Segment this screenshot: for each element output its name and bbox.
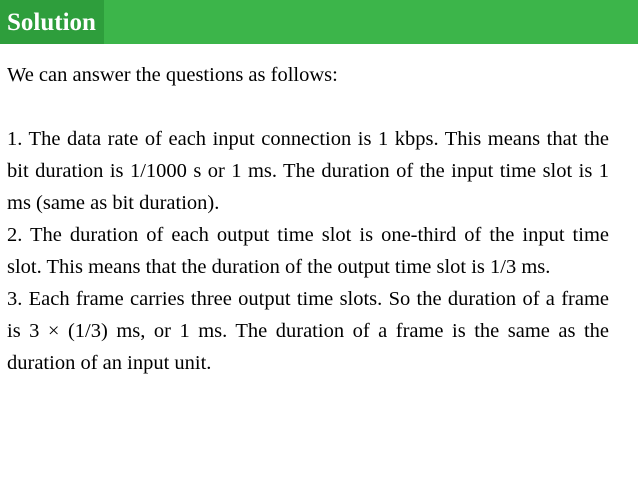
blank-line bbox=[7, 91, 609, 123]
answer-item-1: 1. The data rate of each input connection is 1 kbps. This means that the bit duration is 1/1000 s or 1 ms. The duration of the input time slot is 1 ms (same as bit duration). bbox=[7, 128, 609, 214]
intro-text: We can answer the questions as follows: bbox=[7, 64, 338, 86]
slide-title: Solution bbox=[7, 8, 96, 36]
answer-item-2: 2. The duration of each output time slot is one-third of the input time slot. This means that the duration of the output time slot is 1/3 ms. bbox=[7, 224, 609, 278]
slide-content bbox=[7, 59, 609, 379]
title-box bbox=[0, 0, 104, 44]
header-bar bbox=[0, 0, 638, 44]
answer-item-3: 3. Each frame carries three output time slots. So the duration of a frame is 3 × (1/3) ms, or 1 ms. The duration of a frame is the same as the duration of an input unit. bbox=[7, 288, 609, 374]
